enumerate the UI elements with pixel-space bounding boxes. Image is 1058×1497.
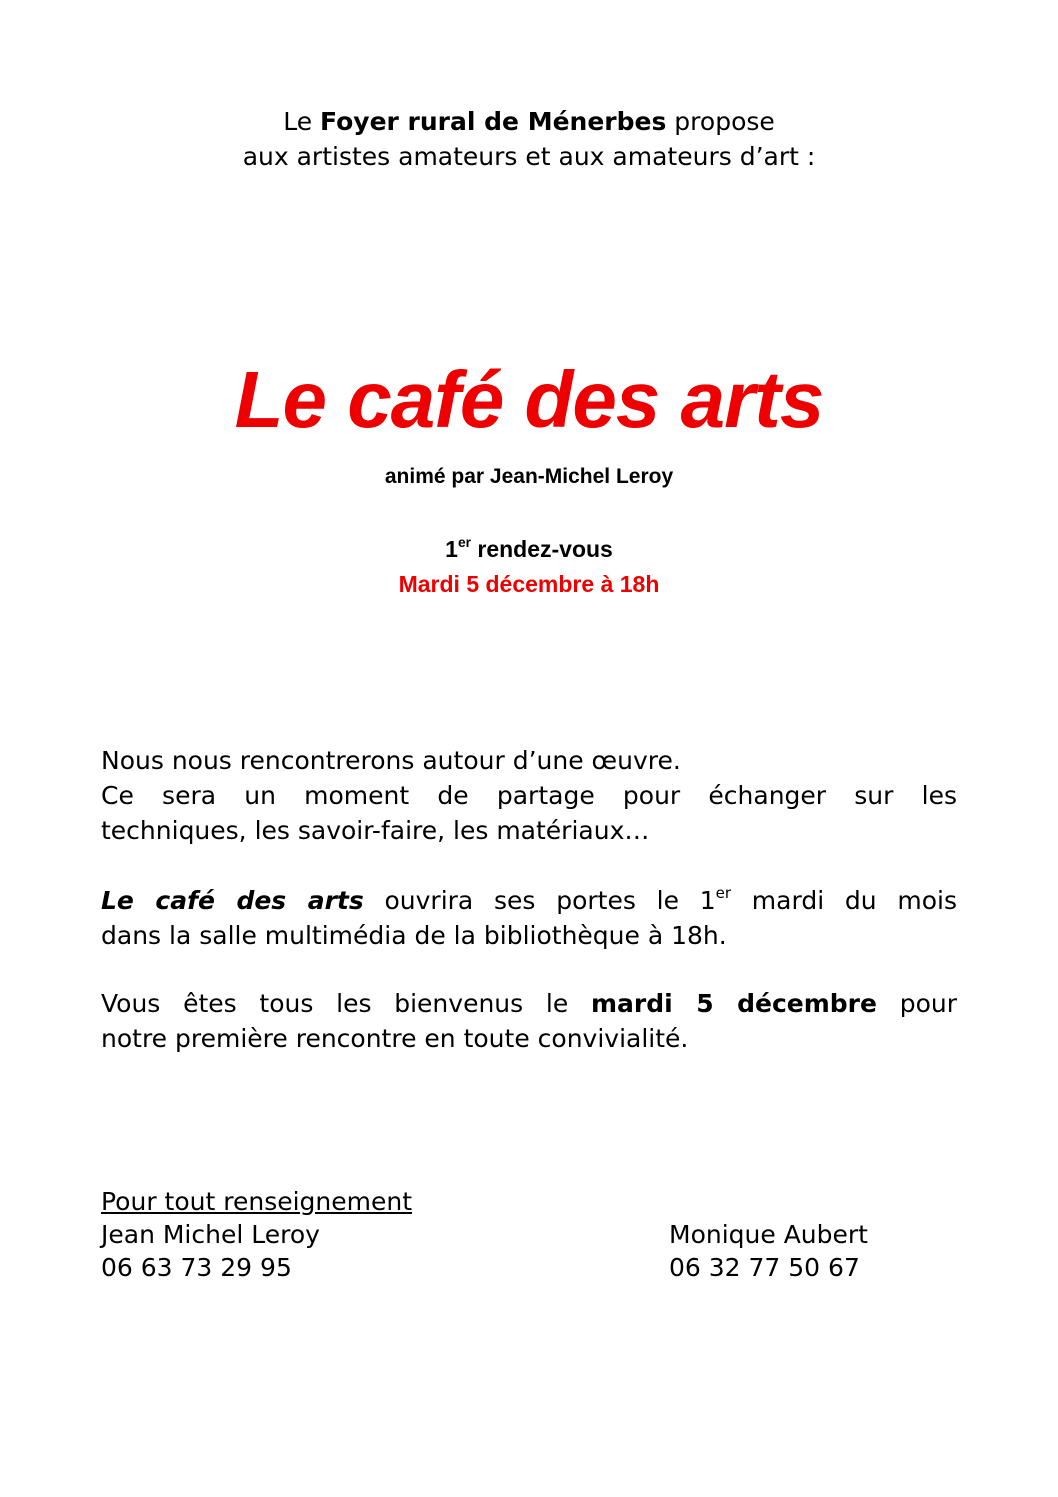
paragraph-1: Nous nous rencontrerons autour d’une œuvre. Ce sera un moment de partage pour échanger sur les techniques, les savoir-faire, les matériaux… [101,746,957,845]
contact-phone: 06 63 73 29 95 [101,1253,292,1282]
contact-heading: Pour tout renseignement [101,1187,413,1216]
rendezvous-label: 1er rendez-vous [445,534,613,562]
contact-name: Jean Michel Leroy [101,1220,320,1249]
organizer-name: Foyer rural de Ménerbes [320,107,667,136]
date-inline: mardi 5 décembre [590,989,877,1018]
event-date: Mardi 5 décembre à 18h [398,571,660,597]
paragraph-2: Le café des arts ouvrira ses portes le 1er mardi du mois dans la salle multimédia de la bibliothèque à 18h. [101,884,958,950]
rendezvous-block [0,532,1058,602]
contact-1 [101,1218,320,1284]
event-title: Le café des arts [234,355,824,444]
intro [0,104,1058,174]
contact-2 [669,1218,868,1284]
contact-phone: 06 32 77 50 67 [669,1253,860,1282]
intro-line-2: aux artistes amateurs et aux amateurs d’art : [242,142,816,171]
event-animator: animé par Jean-Michel Leroy [384,465,674,488]
contact-name: Monique Aubert [669,1220,868,1249]
intro-line-1: Le Foyer rural de Ménerbes propose [283,107,775,136]
paragraph-3: Vous êtes tous les bienvenus le mardi 5 décembre pour notre première rencontre en toute convivialité. [101,989,958,1053]
cafe-name-inline: Le café des arts [101,886,364,915]
